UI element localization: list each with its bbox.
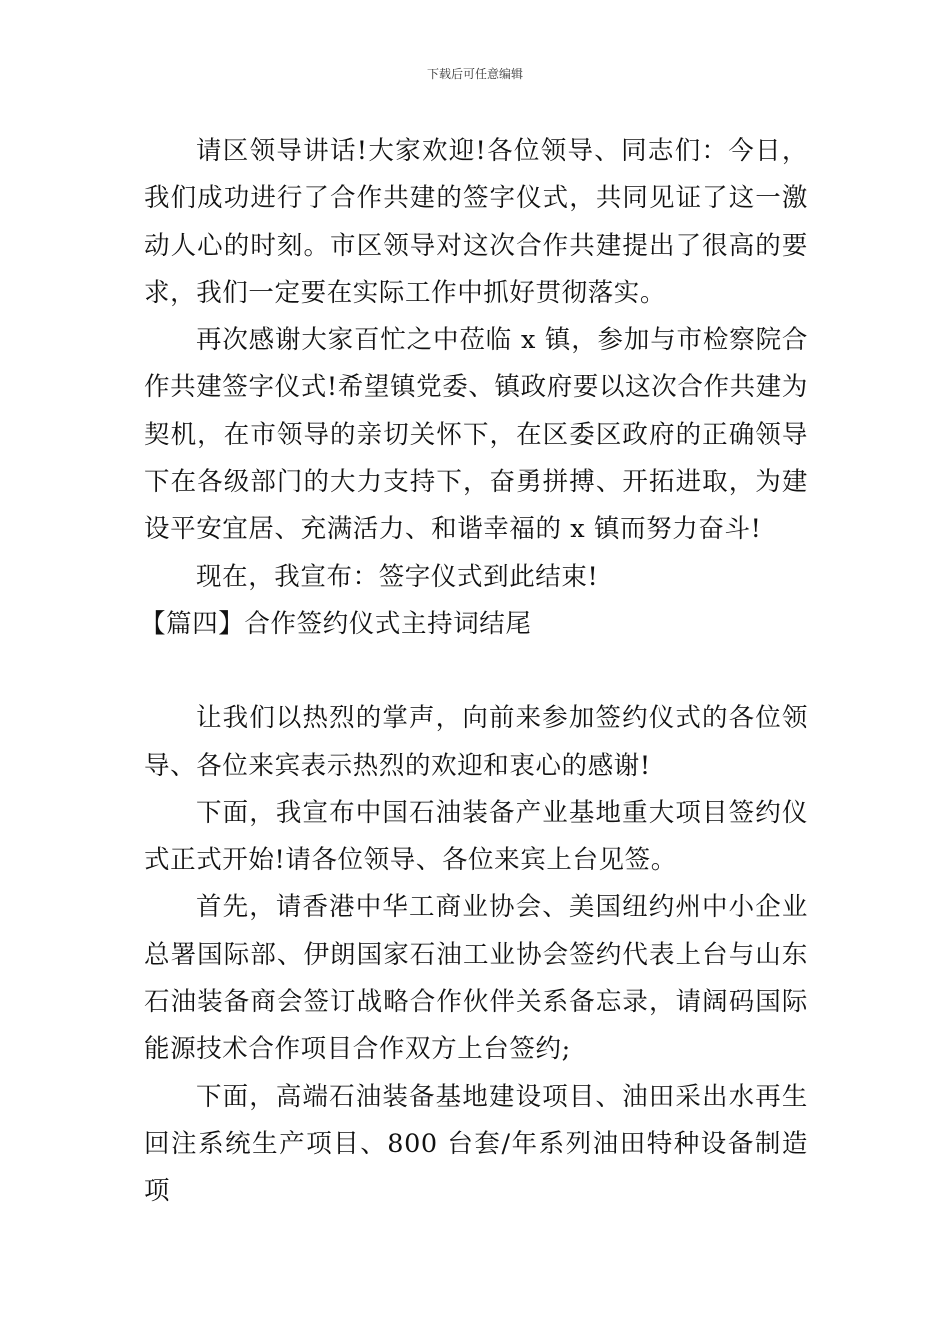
blank-line [144, 648, 808, 695]
paragraph-1: 请区领导讲话!大家欢迎!各位领导、同志们：今日，我们成功进行了合作共建的签字仪式，共同见证了这一激动人心的时刻。市区领导对这次合作共建提出了很高的要求，我们一定要在实际工作中抓好贯彻落实。 [144, 136, 808, 308]
paragraph-6: 首先，请香港中华工商业协会、美国纽约州中小企业总署国际部、伊朗国家石油工业协会签约代表上台与山东石油装备商会签订战略合作伙伴关系备忘录，请阔码国际能源技术合作项目合作双方上台签约; [144, 892, 808, 1065]
paragraph-2: 再次感谢大家百忙之中莅临 x 镇，参加与市检察院合作共建签字仪式!希望镇党委、镇政府要以这次合作共建为契机，在市领导的亲切关怀下，在区委区政府的正确领导下在各级部门的大力支持下，奋勇拼搏、开拓进取，为建设平安宜居、充满活力、和谐幸福的 x 镇而努力奋斗! [144, 325, 808, 545]
paragraph-3: 现在，我宣布：签字仪式到此结束! [196, 561, 599, 592]
paragraph-7: 下面，高端石油装备基地建设项目、油田采出水再生回注系统生产项目、800 台套/年系列油田特种设备制造项 [144, 1081, 808, 1207]
section-heading: 【篇四】合作签约仪式主持词结尾 [140, 608, 532, 639]
paragraph-4: 让我们以热烈的掌声，向前来参加签约仪式的各位领导、各位来宾表示热烈的欢迎和衷心的感谢! [144, 703, 808, 781]
page-header-note: 下载后可任意编辑 [426, 67, 523, 81]
paragraph-5: 下面，我宣布中国石油装备产业基地重大项目签约仪式正式开始!请各位领导、各位来宾上台见签。 [144, 797, 808, 876]
document-body [140, 128, 808, 1216]
